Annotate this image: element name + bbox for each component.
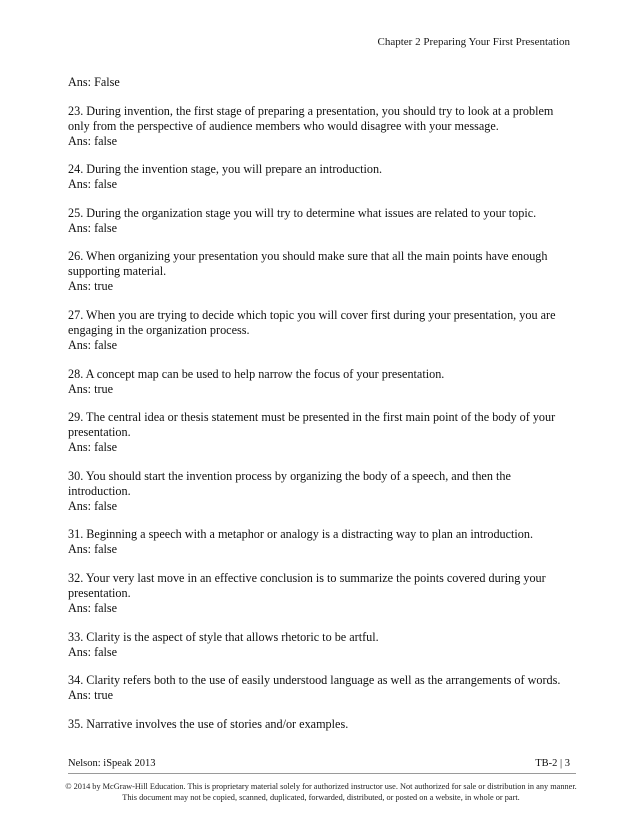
question-text: 31. Beginning a speech with a metaphor or analogy is a distracting way to plan an introduction.	[68, 527, 534, 542]
question-item-31	[68, 527, 576, 557]
question-text: 26. When organizing your presentation you should make sure that all the main points have enough supporting material.	[68, 249, 548, 279]
answer-text: Ans: true	[68, 381, 114, 396]
question-item-28	[68, 367, 576, 397]
answer-text: Ans: false	[68, 337, 118, 352]
copyright-notice: © 2014 by McGraw-Hill Education. This is proprietary material solely for authorized instructor use. Not authorized for sale or distribution in any manner. This document may not be copied, scanned, duplicated, forwarded, distributed, or posted on a website, in whole or part.	[65, 782, 577, 802]
answer-text: Ans: true	[68, 279, 114, 294]
answer-text: Ans: false	[68, 498, 118, 513]
question-item-29	[68, 410, 576, 455]
question-text: 29. The central idea or thesis statement must be presented in the first main point of the body of your presentation.	[68, 410, 556, 440]
footer-page-number: TB-2 | 3	[535, 758, 570, 769]
question-item-27	[68, 308, 576, 353]
question-text: 24. During the invention stage, you will prepare an introduction.	[68, 162, 383, 177]
question-text: 32. Your very last move in an effective conclusion is to summarize the points covered during your presentation.	[68, 570, 546, 600]
answer-text: Ans: false	[68, 644, 118, 659]
answer-text: Ans: false	[68, 600, 118, 615]
question-text: 23. During invention, the first stage of preparing a presentation, you should try to look at a problem only from the perspective of audience members who would disagree with your message.	[68, 103, 554, 133]
running-header: Chapter 2 Preparing Your First Presentation	[377, 36, 570, 48]
question-list	[68, 75, 576, 745]
question-item-24	[68, 162, 576, 192]
question-text: 33. Clarity is the aspect of style that allows rhetoric to be artful.	[68, 629, 379, 644]
answer-text: Ans: false	[68, 177, 118, 192]
question-text: 30. You should start the invention process by organizing the body of a speech, and then the introduction.	[68, 468, 511, 498]
question-item-32	[68, 571, 576, 616]
footer-book-title: Nelson: iSpeak 2013	[68, 758, 156, 769]
answer-text: Ans: true	[68, 688, 114, 703]
question-text: 34. Clarity refers both to the use of easily understood language as well as the arrangements of words.	[68, 673, 561, 688]
question-item-33	[68, 630, 576, 660]
answer-text: Ans: false	[68, 440, 118, 455]
question-text: 25. During the organization stage you will try to determine what issues are related to your topic.	[68, 205, 537, 220]
question-text: 35. Narrative involves the use of stories and/or examples.	[68, 716, 349, 731]
question-item-34	[68, 673, 576, 703]
question-item-35	[68, 717, 576, 732]
top-answer-block	[68, 75, 576, 90]
footer-divider	[68, 773, 576, 774]
question-text: 27. When you are trying to decide which topic you will cover first during your presentation, you are engaging in the organization process.	[68, 307, 556, 337]
question-item-25	[68, 206, 576, 236]
question-item-26	[68, 249, 576, 294]
answer-text: Ans: False	[68, 75, 120, 89]
answer-text: Ans: false	[68, 133, 118, 148]
question-text: 28. A concept map can be used to help narrow the focus of your presentation.	[68, 366, 445, 381]
question-item-30	[68, 469, 576, 514]
question-item-23	[68, 104, 576, 149]
answer-text: Ans: false	[68, 542, 118, 557]
answer-text: Ans: false	[68, 220, 118, 235]
